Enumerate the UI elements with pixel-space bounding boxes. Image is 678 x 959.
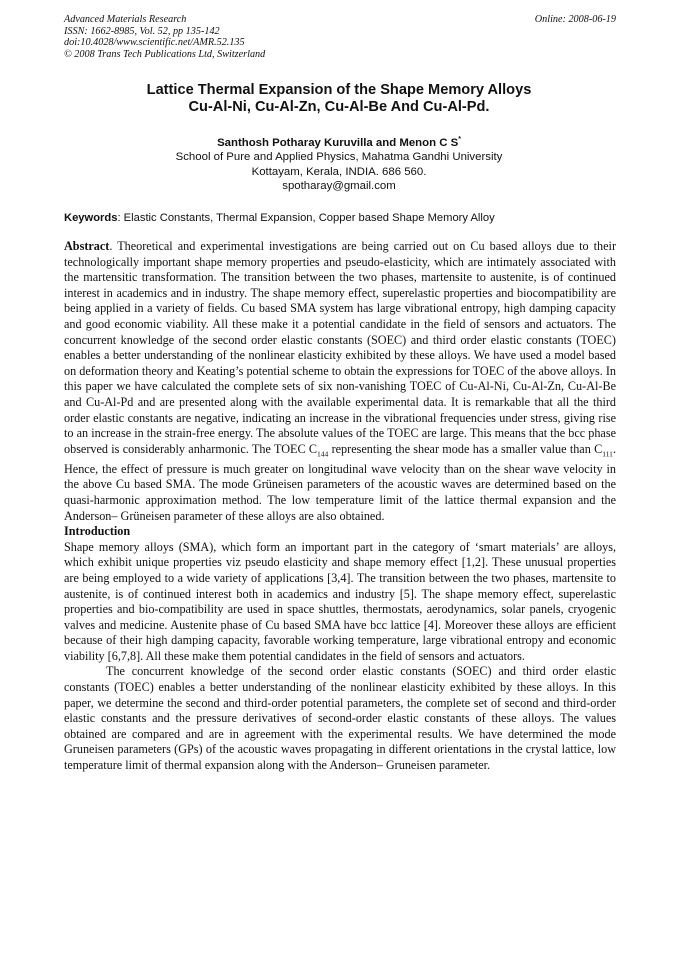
journal-header [64,14,616,60]
abstract-text-1: . Theoretical and experimental investigations are being carried out on Cu based alloys due to their technologically important shape memory properties and pseudo-elasticity, which are intimately associated with the martensitic transformation. The transition between the two phases, martensite to austenite, is of continued interest in academics and in industry. The shape memory effect, superelastic properties and biocompatibility are being applied in a variety of fields. Cu based SMA system has large vibrational entropy, high damping capacity and good economic viability. All these make it a potential candidate in the field of sensors and actuators. The concurrent knowledge of the second order elastic constants (SOEC) and third order elastic constants (TOEC) enables a better understanding of the nonlinear elasticity exhibited by these alloys. We have used a model based on deformation theory and Keating’s potential scheme to obtain the expressions for TOEC of the above alloys. In this paper we have calculated the complete sets of six non-vanishing TOEC of Cu-Al-Ni, Cu-Al-Zn, Cu-Al-Be and Cu-Al-Pd and are presented along with the available experimental data. It is remarkable that all the third order elastic constants are negative, indicating an increase in the vibrational frequencies under stress, giving rise to an increase in the strain-free energy. The absolute values of the TOEC are large. This means that the bcc phase observed is considerably anharmonic. The TOEC C [64,239,616,456]
abstract-label: Abstract [64,239,110,253]
doi-line: doi:10.4028/www.scientific.net/AMR.52.135 [64,37,245,49]
issn-line: ISSN: 1662-8985, Vol. 52, pp 135-142 [64,25,220,37]
author-block [0,133,678,194]
author-names-line [0,133,678,150]
keywords-text: : Elastic Constants, Thermal Expansion, Copper based Shape Memory Alloy [117,212,495,224]
address: Kottayam, Kerala, INDIA. 686 560. [251,165,427,178]
online-date: Online: 2008-06-19 [534,14,616,25]
introduction-heading: Introduction [64,524,131,539]
paper-title [0,82,678,116]
corresponding-mark: * [458,136,461,143]
keywords-label: Keywords [64,212,118,224]
paper-body [64,239,616,774]
abstract-sub-2: 111 [602,449,613,459]
keywords [64,212,616,224]
introduction-paragraph-2: The concurrent knowledge of the second order elastic constants (SOEC) and third order elastic constants (TOEC) enables a better understanding of the nonlinear elasticity exhibited by these alloys. In this paper, we determine the second and third-order potential parameters, the complete set of second and third-order elastic constants and the pressure derivatives of second-order elastic constants of these alloys. The values obtained are compared and are in agreement with the experimental results. We have determined the mode Gruneisen parameters (GPs) of the acoustic waves propagating in different orientations in the crystal lattice, low temperature limit of thermal expansion along with the Anderson– Gruneisen parameter. [64,664,616,773]
abstract-paragraph [64,239,616,524]
copyright-line: © 2008 Trans Tech Publications Ltd, Switzerland [64,48,266,60]
abstract-text-2: representing the shear mode has a smaller value than C [328,441,603,456]
author-names: Santhosh Potharay Kuruvilla and Menon C S [217,136,459,149]
abstract-sub-1: 144 [317,449,329,459]
abstract-text-3: . Hence, the effect of pressure is much greater on longitudinal wave velocity than on the shear wave velocity in the above Cu based SMA. The mode Grüneisen parameters of the acoustic waves are determined based on the quasi-harmonic approximation method. The low temperature limit of the lattice thermal expansion and the Anderson– Grüneisen parameter of these alloys are also obtained. [64,441,616,523]
title-line-2: Cu-Al-Ni, Cu-Al-Zn, Cu-Al-Be And Cu-Al-Pd. [188,99,490,115]
title-line-1: Lattice Thermal Expansion of the Shape Memory Alloys [146,82,532,98]
affiliation: School of Pure and Applied Physics, Mahatma Gandhi University [175,151,503,164]
email: spotharay@gmail.com [282,180,396,193]
introduction-paragraph-1: Shape memory alloys (SMA), which form an important part in the category of ‘smart materials’ are alloys, which exhibit unique properties viz pseudo elasticity and shape memory effect [1,2]. These unusual properties are being employed to a wide variety of applications [3,4]. The transition between the two phases, martensite to austenite, is of continued interest both in academics and industry [5]. The shape memory effect, superelastic properties and bio-compatibility are used in space shuttles, thermostats, aerodynamics, solar panels, cryogenic valves and medicine. Austenite phase of Cu based SMA have bcc lattice [4]. Moreover these alloys are efficient because of their high damping capacity, favorable working temperature, large vibrational entropy and economic viability [6,7,8]. All these make them potential candidates in the field of sensors and actuators. [64,539,616,663]
journal-name: Advanced Materials Research [64,14,187,25]
